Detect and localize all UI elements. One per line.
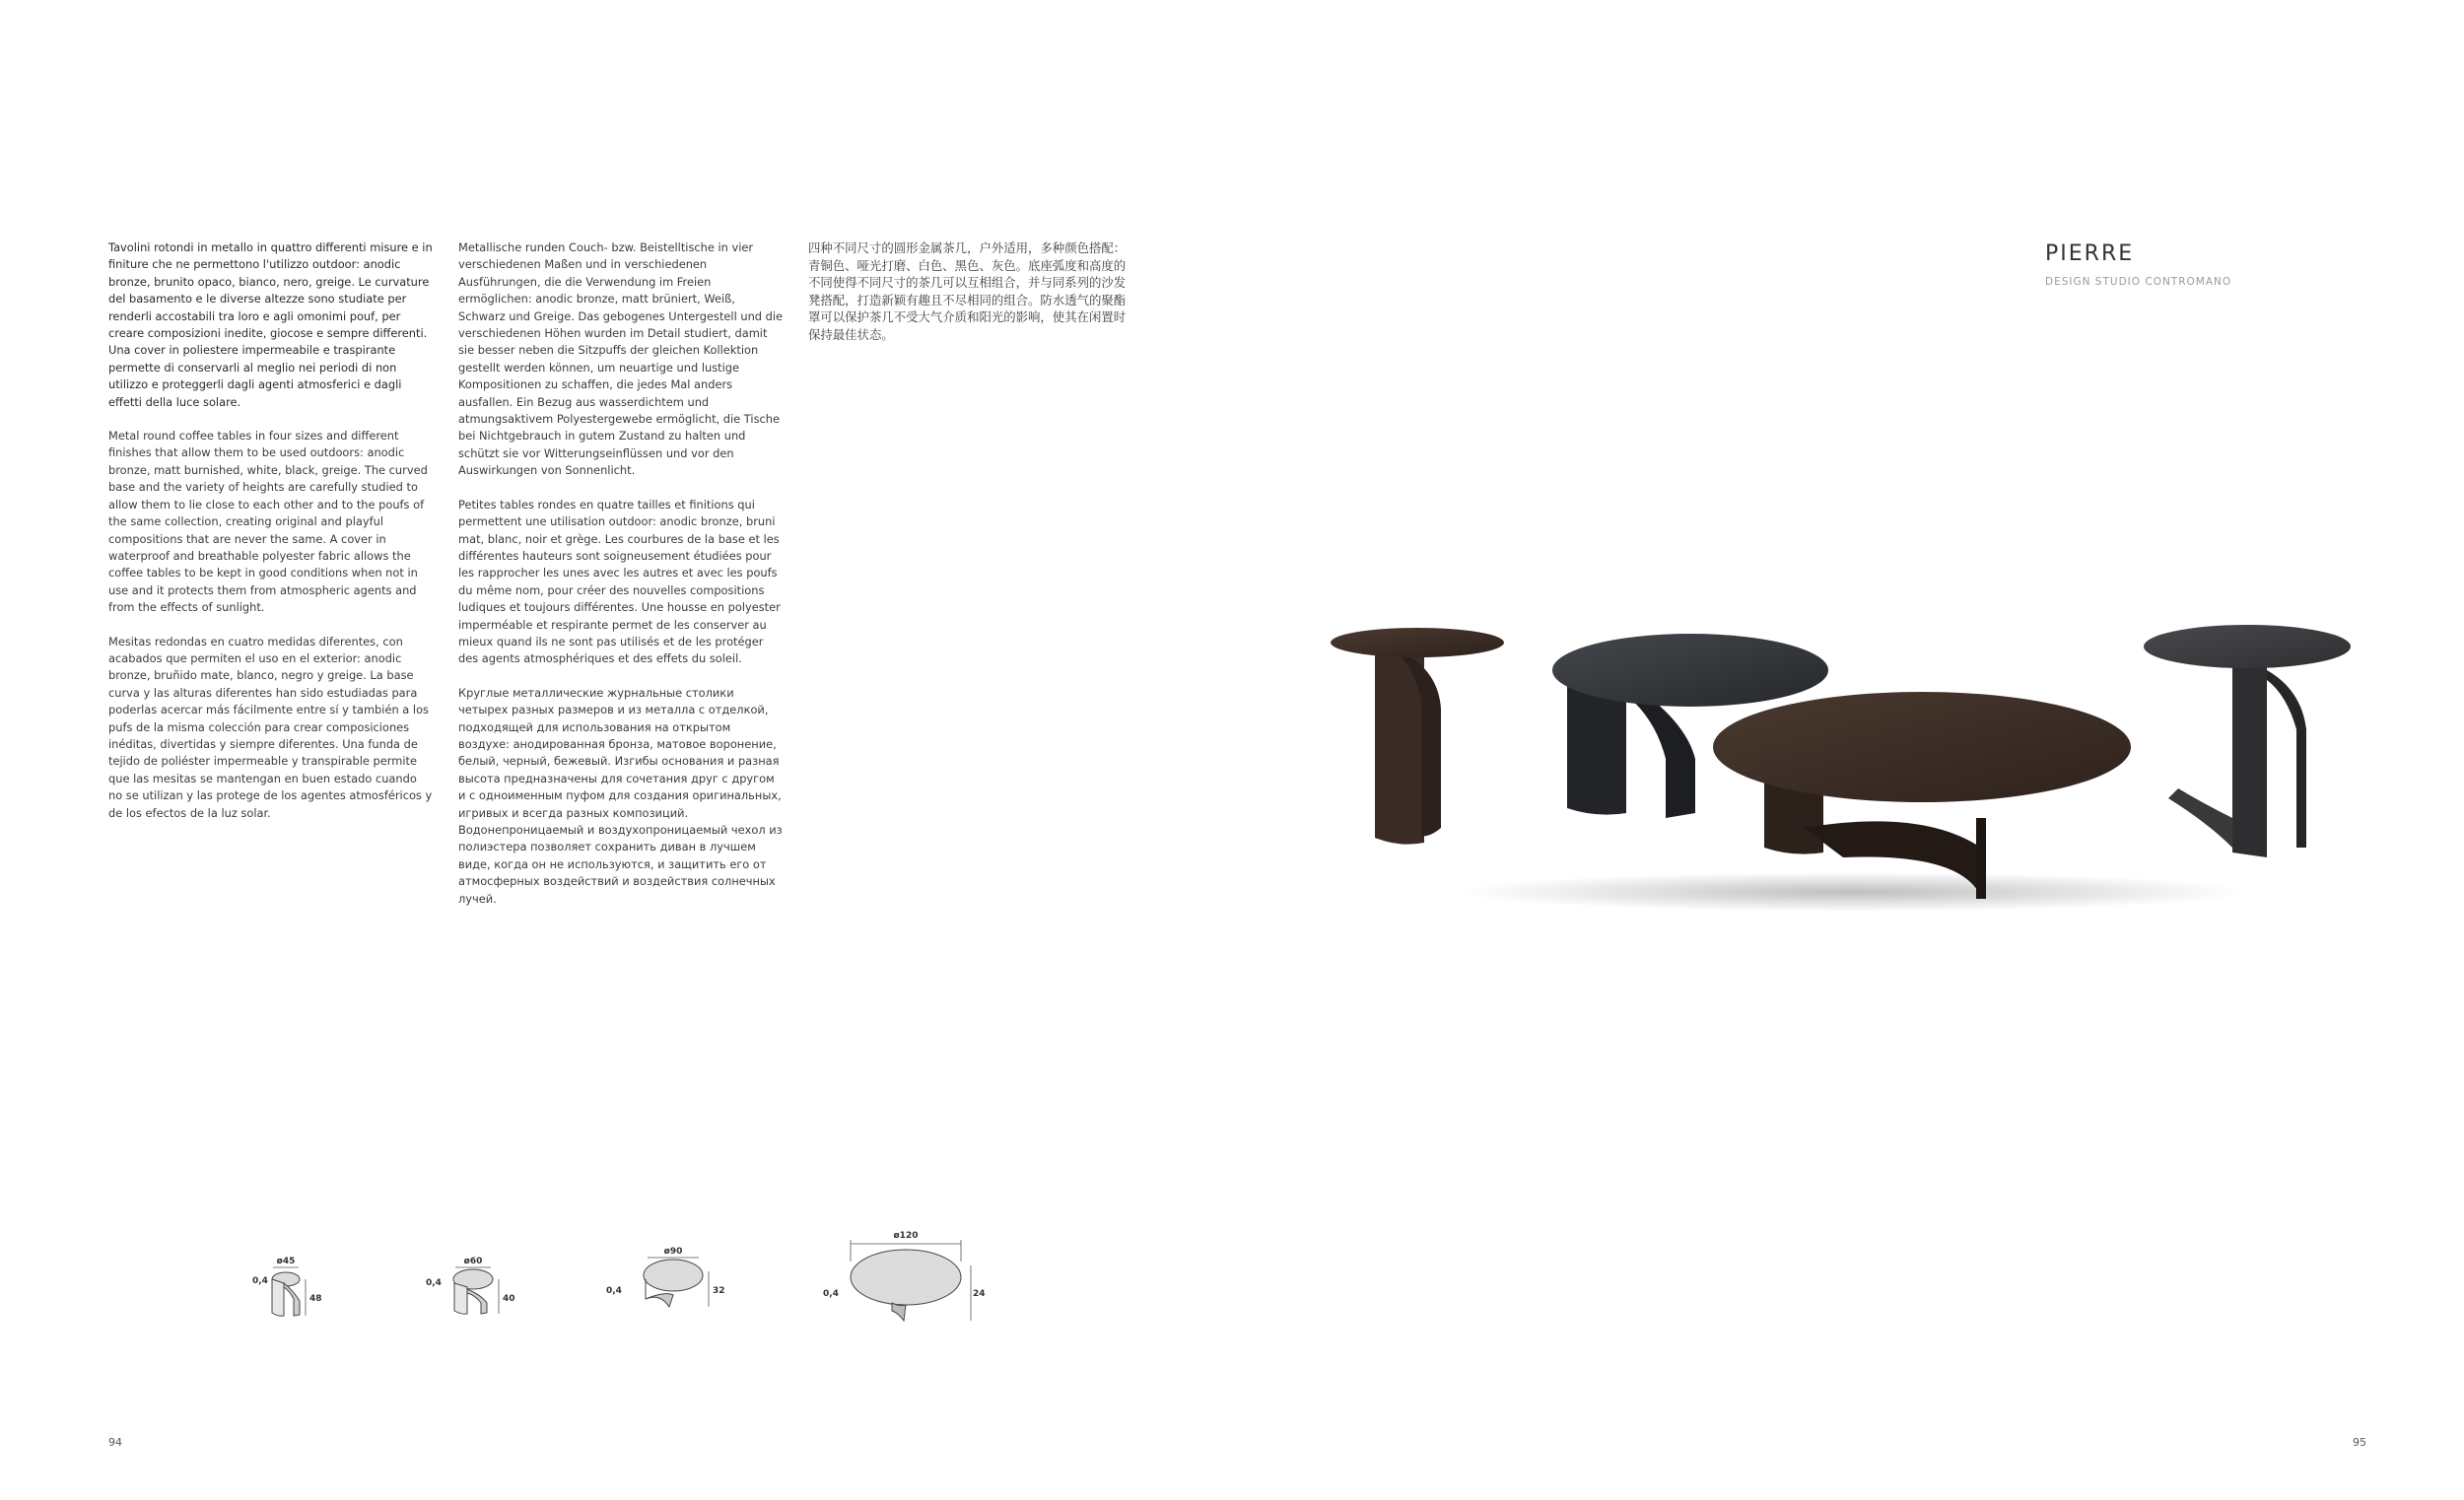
product-photo <box>1331 611 2365 917</box>
diameter-label: ø90 <box>663 1247 683 1257</box>
page-number-right: 95 <box>2353 1436 2366 1449</box>
paragraph-chinese: 四种不同尺寸的圆形金属茶几，户外适用，多种颜色搭配：青铜色、哑光打磨、白色、黑色、灰色。底座弧度和高度的不同使得不同尺寸的茶几可以互相组合，并与同系列的沙发凳搭配，打造新颖有趣且不尽相同的组合。防水透气的聚酯罩可以保护茶几不受大气介质和阳光的影响，使其在闲置时保持最佳状态。 <box>808 240 1127 342</box>
paragraph-spanish: Mesitas redondas en cuatro medidas diferentes, con acabados que permiten el uso en el exterior: anodic bronze, bruñido mate, blanco, negro y greige. La base curva y las alturas diferentes han sido estudiadas para poderlas acercar más fácilmente entre sí y también a los pufs de la misma colección para crear composiciones inéditas, divertidas y siempre diferentes. Una funda de tejido de poliéster impermeable y transpirable permite que las mesitas se mantengan en buen estado cuando no se utilizan y las protege de los agentes atmosféricos y de los efectos de la luz solar. <box>108 634 433 820</box>
thickness-label: 0,4 <box>823 1289 839 1299</box>
diameter-label: ø60 <box>463 1257 483 1266</box>
text-column-chinese <box>808 239 1133 361</box>
text-column-italian-english-spanish <box>108 239 434 839</box>
paragraph-french: Petites tables rondes en quatre tailles et finitions qui permettent une utilisation outdoor: anodic bronze, bruni mat, blanc, noir et grège. Les courbures de la base et les différentes hauteurs sont soigneusement étudiées pour les rapprocher les unes avec les autres et avec les poufs du même nom, pour créer des nouvelles compositions ludiques et toujours différentes. Une housse en polyester imperméable et respirante permet de les conserver au mieux quand ils ne sont pas utilisés et de les protéger des agents atmosphériques et des effets du soleil. <box>458 497 781 666</box>
largest-bronze-table <box>1713 692 2131 899</box>
small-bronze-table <box>1331 628 1504 845</box>
paragraph-english: Metal round coffee tables in four sizes and different finishes that allow them to be used outdoors: anodic bronze, matt burnished, white, black, greige. The curved base and the variety of heights are carefully studied to allow them to lie close to each other and to the poufs of the same collection, creating original and playful compositions that are never the same. A cover in waterproof and breathable polyester fabric allows the coffee tables to be kept in good conditions when not in use and it protects them from atmospheric agents and from the effects of sunlight. <box>108 429 428 615</box>
diameter-label: ø120 <box>893 1231 919 1241</box>
paragraph-italian: Tavolini rotondi in metallo in quattro differenti misure e in finiture che ne permettono l'utilizzo outdoor: anodic bronze, brunito opaco, bianco, nero, greige. Le curvature del basamento e le diverse altezze sono studiate per renderli accostabili tra loro e agli omonimi pouf, per creare composizioni inedite, giocose e sempre differenti. Una cover in poliestere impermeabile e traspirante permette di conservarli al meglio nei periodi di non utilizzo e proteggerli dagli agenti atmosferici e dagli effetti della luce solare. <box>108 240 433 409</box>
diameter-label: ø45 <box>276 1257 296 1266</box>
height-label: 24 <box>973 1289 986 1299</box>
thickness-label: 0,4 <box>426 1278 442 1288</box>
product-title: PIERRE <box>2045 241 2135 266</box>
text-column-german-french-russian <box>458 239 784 924</box>
dimension-diagram-120 <box>823 1222 991 1350</box>
dimension-diagram-60 <box>424 1222 532 1340</box>
thickness-label: 0,4 <box>606 1286 622 1296</box>
paragraph-german: Metallische runden Couch- bzw. Beistelltische in vier verschiedenen Maßen und in verschiedenen Ausführungen, die die Verwendung im Freien ermöglichen: anodic bronze, matt brüniert, Weiß, Schwarz und Greige. Das gebogenes Untergestell und die verschiedenen Höhen wurden im Detail studiert, damit sie besser neben die Sitzpuffs der gleichen Kollektion gestellt werden können, um neuartige und lustige Kompositionen zu schaffen, die jedes Mal anders ausfallen. Ein Bezug aus wasserdichtem und atmungsaktivem Polyestergewebe ermöglicht, die Tische bei Nichtgebrauch in gutem Zustand zu halten und schützt sie vor Witterungseinflüssen und vor den Auswirkungen von Sonnenlicht. <box>458 240 784 478</box>
product-title-block <box>2045 241 2231 288</box>
floor-shadow <box>1459 872 2247 912</box>
grey-side-table <box>2144 625 2351 857</box>
page-number-left: 94 <box>108 1436 122 1449</box>
height-label: 40 <box>503 1294 515 1304</box>
thickness-label: 0,4 <box>252 1276 268 1286</box>
height-label: 32 <box>713 1286 725 1296</box>
dimension-diagram-45 <box>246 1222 345 1340</box>
designer-credit: DESIGN STUDIO CONTROMANO <box>2045 276 2232 288</box>
height-label: 48 <box>309 1294 322 1304</box>
paragraph-russian: Круглые металлические журнальные столики четырех разных размеров и из металла с отделкой, подходящей для использования на открытом воздухе: анодированная бронза, матовое воронение, белый, черный, бежевый. Изгибы основания и разная высота предназначены для сочетания друг с другом и с одноименным пуфом для создания оригинальных, игривых и всегда разных композиций. Водонепроницаемый и воздухопроницаемый чехол из полиэстера позволяет сохранить диван в лучшем виде, когда он не используются, и защитить его от атмосферных воздействий и воздействия солнечных лучей. <box>458 685 783 906</box>
dimension-diagram-90 <box>606 1222 744 1340</box>
